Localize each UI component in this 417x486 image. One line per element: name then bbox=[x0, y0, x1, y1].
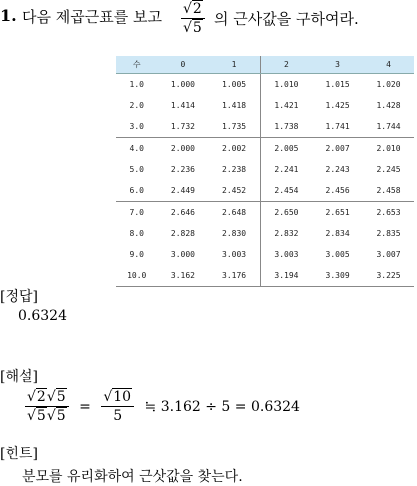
table-cell: 3.003 bbox=[222, 250, 247, 259]
table-cell: 2.005 bbox=[260, 138, 312, 160]
answer-value: 0.6324 bbox=[18, 308, 67, 324]
table-cell: 2.646 bbox=[170, 208, 195, 217]
explanation-mid-fraction: $\frac{√10}{5}$ bbox=[101, 388, 134, 425]
question-text-before: 다음 제곱근표를 보고 bbox=[22, 8, 162, 26]
table-cell: 2.454 bbox=[260, 180, 312, 202]
table-cell: 1.741 bbox=[312, 116, 363, 138]
table-cell: 2.830 bbox=[222, 229, 247, 238]
lhs-den-radicand-a: 5 bbox=[36, 408, 46, 424]
table-cell: 1.418 bbox=[222, 101, 247, 110]
table-cell: 2.458 bbox=[363, 180, 414, 202]
table-cell: 2.653 bbox=[376, 208, 401, 217]
table-row-label: 1.0 bbox=[129, 80, 144, 89]
hint-label: [힌트] bbox=[0, 446, 38, 462]
table-cell: 1.421 bbox=[260, 95, 312, 116]
table-cell: 1.005 bbox=[222, 80, 247, 89]
table-cell: 2.241 bbox=[260, 159, 312, 180]
question-text-after: 의 근사값을 구하여라. bbox=[214, 10, 359, 28]
question-frac-denominator: 5 bbox=[192, 20, 202, 36]
table-cell: 3.309 bbox=[312, 265, 363, 287]
table-header: 4 bbox=[363, 56, 414, 74]
table-cell: 2.456 bbox=[312, 180, 363, 202]
table-cell: 3.162 bbox=[157, 265, 208, 287]
table-cell: 2.834 bbox=[325, 229, 350, 238]
table-row-label: 2.0 bbox=[129, 101, 144, 110]
table-cell: 1.428 bbox=[376, 101, 401, 110]
question-frac-numerator: 2 bbox=[192, 1, 202, 17]
question-text bbox=[22, 6, 162, 27]
table-cell: 1.010 bbox=[260, 74, 312, 96]
table-cell: 2.832 bbox=[260, 223, 312, 244]
table-row bbox=[116, 202, 414, 224]
table-row bbox=[116, 265, 414, 287]
mid-num-radicand: 10 bbox=[113, 389, 132, 405]
square-root-table bbox=[116, 56, 414, 287]
table-cell: 2.835 bbox=[376, 229, 401, 238]
table-row bbox=[116, 138, 414, 160]
table-cell: 2.651 bbox=[325, 208, 350, 217]
lhs-num-radicand-a: 2 bbox=[36, 389, 46, 405]
table-header: 1 bbox=[208, 56, 260, 74]
table-cell: 1.015 bbox=[325, 80, 350, 89]
table-cell: 1.000 bbox=[170, 80, 195, 89]
table-row bbox=[116, 116, 414, 138]
table-row-label: 6.0 bbox=[116, 180, 157, 202]
table-cell: 3.176 bbox=[208, 265, 260, 287]
table-row bbox=[116, 244, 414, 265]
table-row bbox=[116, 223, 414, 244]
table-row-label: 7.0 bbox=[129, 208, 144, 217]
equals-sign: = bbox=[79, 398, 91, 415]
table-cell: 2.002 bbox=[222, 144, 247, 153]
table-cell: 2.245 bbox=[376, 165, 401, 174]
table-row-label: 5.0 bbox=[129, 165, 144, 174]
table-cell: 1.738 bbox=[260, 116, 312, 138]
explanation-equation bbox=[22, 388, 303, 425]
table-cell: 2.648 bbox=[222, 208, 247, 217]
question-number: 1. bbox=[0, 6, 17, 25]
table-cell: 1.732 bbox=[157, 116, 208, 138]
table-row bbox=[116, 159, 414, 180]
table-row-label: 10.0 bbox=[116, 265, 157, 287]
answer-label: [정답] bbox=[0, 289, 38, 305]
table-cell: 1.744 bbox=[363, 116, 414, 138]
table-header: 2 bbox=[260, 56, 312, 74]
table-cell: 2.238 bbox=[222, 165, 247, 174]
mid-denominator: 5 bbox=[113, 408, 123, 424]
table-cell: 2.452 bbox=[208, 180, 260, 202]
table-cell: 1.414 bbox=[170, 101, 195, 110]
table-cell: 3.007 bbox=[376, 250, 401, 259]
lhs-num-radicand-b: 5 bbox=[56, 389, 66, 405]
table-row-label: 4.0 bbox=[129, 144, 144, 153]
table-cell: 3.194 bbox=[260, 265, 312, 287]
table-row-label: 3.0 bbox=[116, 116, 157, 138]
question-fraction: $\frac{√2}{√5}$ bbox=[181, 0, 205, 37]
table-row-label: 8.0 bbox=[129, 229, 144, 238]
table-cell: 3.225 bbox=[363, 265, 414, 287]
table-row bbox=[116, 95, 414, 116]
table-header: 수 bbox=[116, 56, 157, 74]
table-cell: 2.007 bbox=[325, 144, 350, 153]
table-row bbox=[116, 180, 414, 202]
table-cell: 3.005 bbox=[325, 250, 350, 259]
table-cell: 3.003 bbox=[260, 244, 312, 265]
table-cell: 2.236 bbox=[170, 165, 195, 174]
table-header: 0 bbox=[157, 56, 208, 74]
explanation-label: [해설] bbox=[0, 369, 38, 385]
table-cell: 3.000 bbox=[170, 250, 195, 259]
table-cell: 2.010 bbox=[376, 144, 401, 153]
table-cell: 1.735 bbox=[208, 116, 260, 138]
hint-text: 분모를 유리화하여 근삿값을 찾는다. bbox=[22, 469, 243, 485]
table-header: 3 bbox=[312, 56, 363, 74]
explanation-tail: ≒ 3.162 ÷ 5 = 0.6324 bbox=[144, 398, 300, 415]
explanation-lhs-fraction: $\frac{√2√5}{√5√5}$ bbox=[25, 388, 69, 425]
table-cell: 2.449 bbox=[157, 180, 208, 202]
table-row-label: 9.0 bbox=[129, 250, 144, 259]
table-cell: 2.650 bbox=[260, 202, 312, 224]
table-header-row bbox=[116, 56, 414, 74]
table-cell: 1.020 bbox=[376, 80, 401, 89]
table-cell: 1.425 bbox=[325, 101, 350, 110]
table-cell: 2.828 bbox=[170, 229, 195, 238]
table-cell: 2.000 bbox=[170, 144, 195, 153]
table-cell: 2.243 bbox=[325, 165, 350, 174]
table-row bbox=[116, 74, 414, 96]
lhs-den-radicand-b: 5 bbox=[56, 408, 66, 424]
